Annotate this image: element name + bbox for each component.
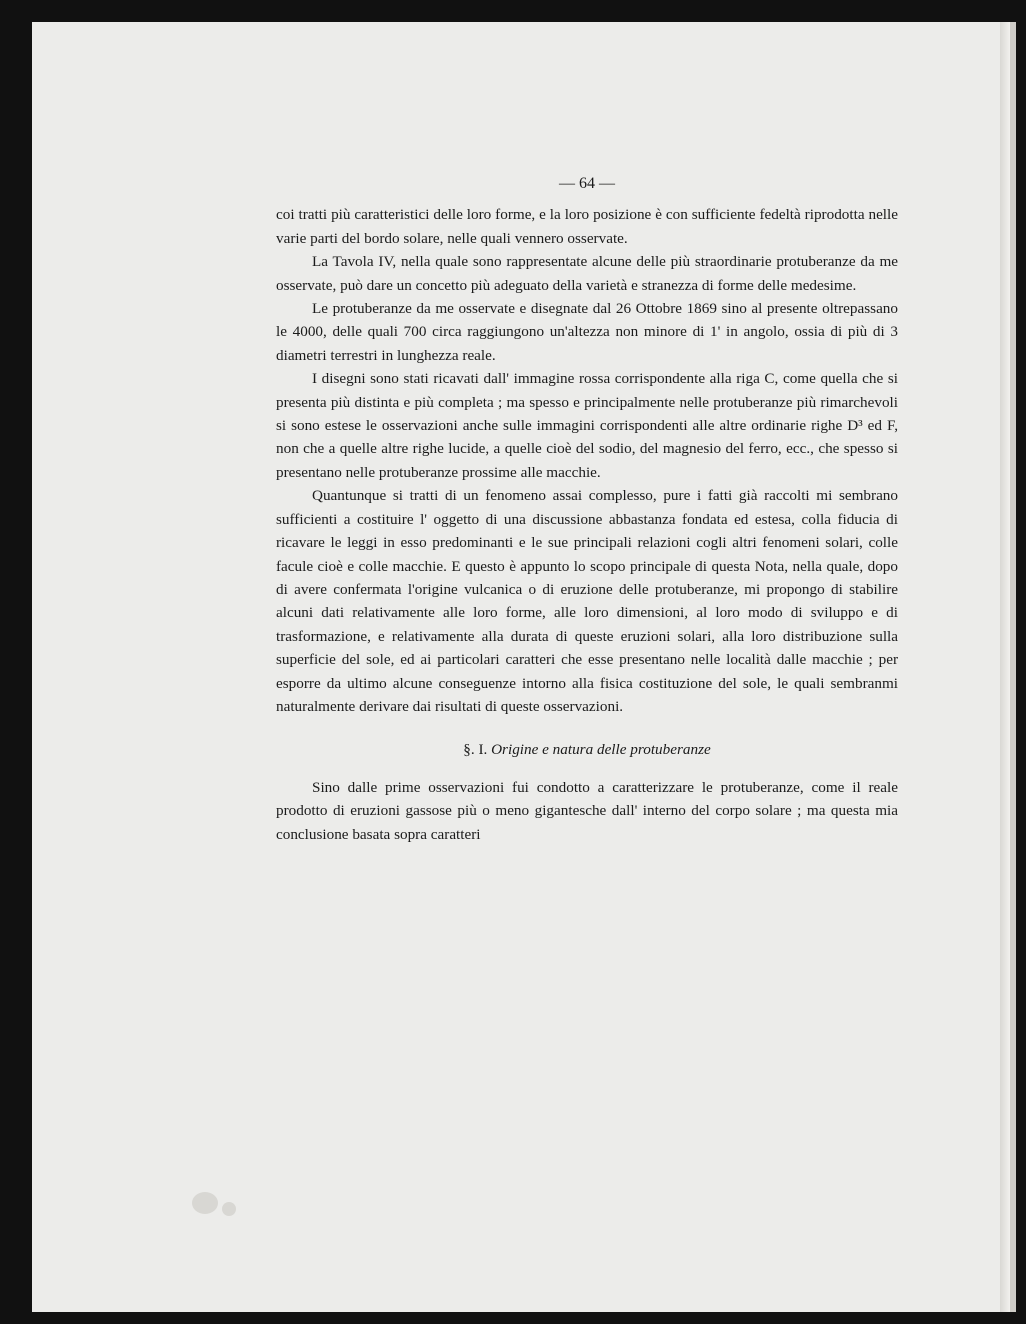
paragraph-1: coi tratti più caratteristici delle loro forme, e la loro posizione è con sufficiente fedeltà riprodotta nelle varie parti del bordo solare, nelle quali vennero osservate. xyxy=(276,206,898,247)
ink-smudge xyxy=(192,1192,218,1214)
section-heading xyxy=(276,738,898,761)
section-title: Origine e natura delle protuberanze xyxy=(491,741,711,759)
ink-smudge xyxy=(222,1202,236,1216)
paragraph-2: La Tavola IV, nella quale sono rappresentate alcune delle più straordinarie protuberanze da me osservate, può dare un concetto più adeguato della varietà e stranezza di forme delle medesime. xyxy=(276,253,898,294)
section-number: §. I. xyxy=(463,741,488,759)
scanned-page xyxy=(32,22,1000,1312)
binding-strip xyxy=(1010,22,1016,1312)
page-number: — 64 — xyxy=(559,175,615,192)
paragraph-4: I disegni sono stati ricavati dall' immagine rossa corrispondente alla riga C, come quella che si presenta più distinta e più completa ; ma spesso e principalmente nelle protuberanze più rimarchevoli si sono estese le osservazioni anche sulle immagini corrispondenti alle altre ordinarie righe D³ ed F, non che a quelle altre righe lucide, a quelle cioè del sodio, del magnesio del ferro, ecc., che spesso si presentano nelle protuberanze prossime alle macchie. xyxy=(276,370,898,481)
paragraph-6: Sino dalle prime osservazioni fui condotto a caratterizzare le protuberanze, come il reale prodotto di eruzioni gassose più o meno gigantesche dall' interno del corpo solare ; ma questa mia conclusione basata sopra caratteri xyxy=(276,778,898,843)
paragraph-3: Le protuberanze da me osservate e disegnate dal 26 Ottobre 1869 sino al presente oltrepassano le 4000, delle quali 700 circa raggiungono un'altezza non minore di 1' in angolo, ossia di più di 3 diametri terrestri in lunghezza reale. xyxy=(276,300,898,364)
paragraph-5: Quantunque si tratti di un fenomeno assai complesso, pure i fatti già raccolti mi sembrano sufficienti a costituire l' oggetto di una discussione abbastanza fondata ed estesa, colla fiducia di ricavare le leggi in esso predominanti e le sue principali relazioni cogli altri fenomeni solari, colle facule cioè e colle macchie. E questo è appunto lo scopo principale di questa Nota, nella quale, dopo di avere confermata l'origine vulcanica o di eruzione delle protuberanze, mi propongo di stabilire alcuni dati relativamente alle loro forme, alle loro dimensioni, al loro modo di sviluppo e di trasformazione, e relativamente alla durata di queste eruzioni solari, alla loro distribuzione sulla superficie del sole, ed ai particolari caratteri che esse presentano nelle località dalle macchie ; per esporre da ultimo alcune conseguenze intorno alla fisica costituzione del sole, le quali sembranmi naturalmente derivare dai risultati di queste osservazioni. xyxy=(276,487,898,715)
page-text xyxy=(276,172,898,846)
page-edge xyxy=(1000,22,1010,1312)
